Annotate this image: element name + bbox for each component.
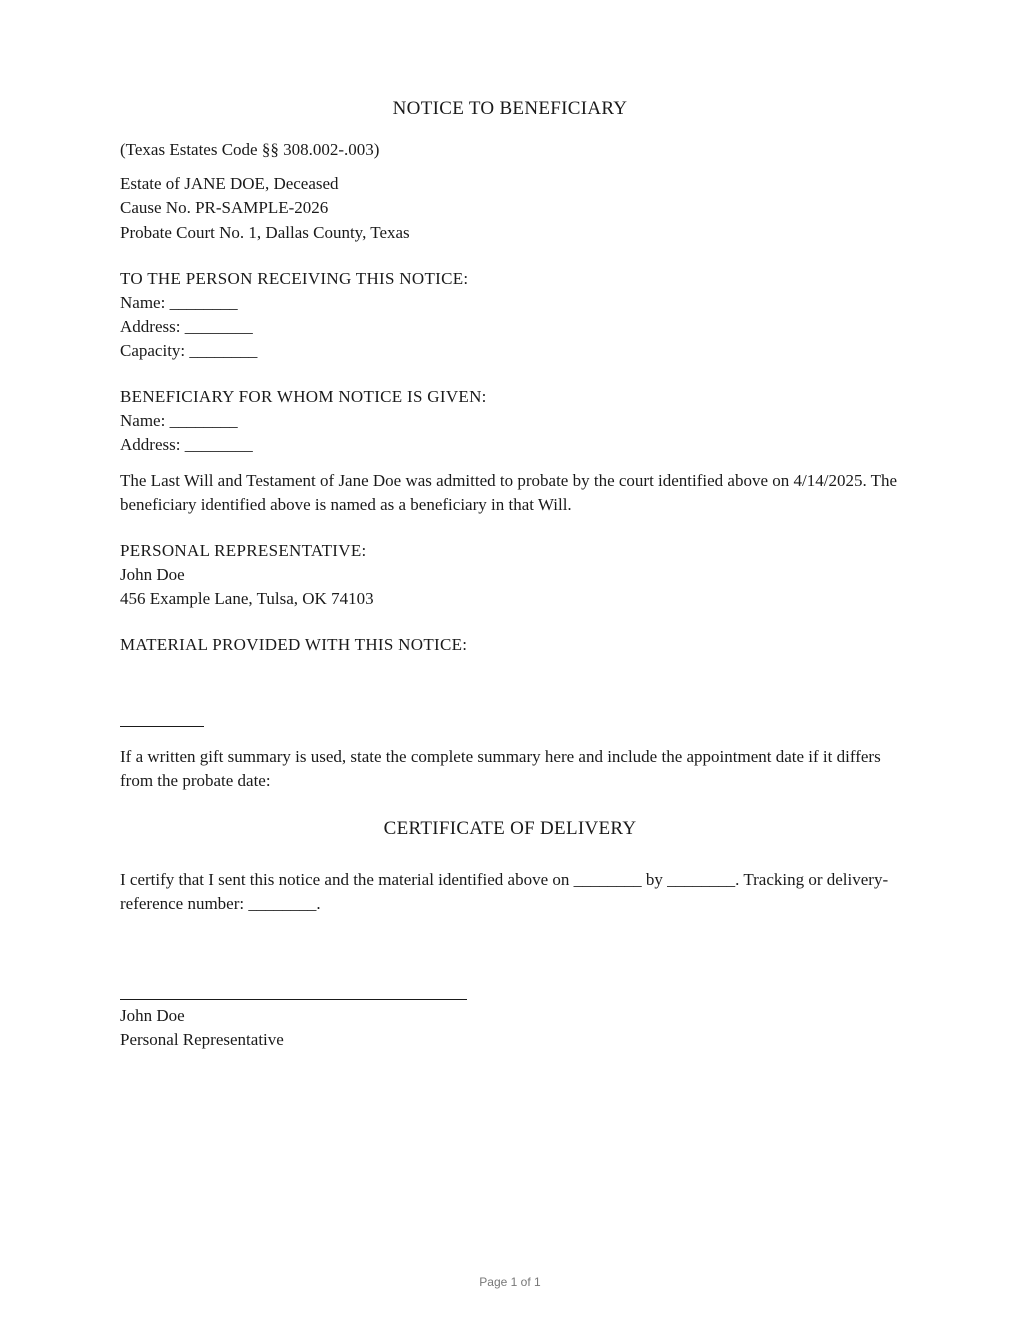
document-page	[120, 0, 900, 1320]
beneficiary-name: Name: ________	[120, 411, 238, 430]
representative-address: 456 Example Lane, Tulsa, OK 74103	[120, 589, 374, 608]
statute-reference: (Texas Estates Code §§ 308.002-.003)	[120, 140, 380, 159]
court-name: Probate Court No. 1, Dallas County, Texas	[120, 223, 410, 242]
recipient-address: Address: ________	[120, 317, 253, 336]
cause-number: Cause No. PR-SAMPLE-2026	[120, 198, 329, 217]
recipient-heading: TO THE PERSON RECEIVING THIS NOTICE:	[120, 269, 469, 288]
signature-line	[120, 999, 467, 1000]
representative-heading: PERSONAL REPRESENTATIVE:	[120, 541, 367, 560]
material-rule	[120, 726, 204, 727]
page-number: Page 1 of 1	[479, 1275, 541, 1289]
representative-name: John Doe	[120, 565, 185, 584]
recipient-name: Name: ________	[120, 293, 238, 312]
signature-name: John Doe	[120, 1006, 185, 1025]
certificate-title: CERTIFICATE OF DELIVERY	[383, 818, 637, 839]
recipient-capacity: Capacity: ________	[120, 341, 258, 360]
estate-name: Estate of JANE DOE, Deceased	[120, 174, 339, 193]
certificate-text: I certify that I sent this notice and the material identified above on ________ by ________. Tracking or delivery-reference number: ________.	[120, 870, 889, 913]
beneficiary-address: Address: ________	[120, 435, 253, 454]
signature-role: Personal Representative	[120, 1030, 284, 1049]
document-title: NOTICE TO BENEFICIARY	[392, 98, 628, 119]
material-heading: MATERIAL PROVIDED WITH THIS NOTICE:	[120, 635, 468, 654]
beneficiary-heading: BENEFICIARY FOR WHOM NOTICE IS GIVEN:	[120, 387, 487, 406]
will-paragraph: The Last Will and Testament of Jane Doe was admitted to probate by the court identified above on 4/14/2025. The beneficiary identified above is named as a beneficiary in that Will.	[120, 471, 898, 514]
gift-summary-paragraph: If a written gift summary is used, state the complete summary here and include the appointment date if it differs from the probate date:	[120, 747, 881, 790]
